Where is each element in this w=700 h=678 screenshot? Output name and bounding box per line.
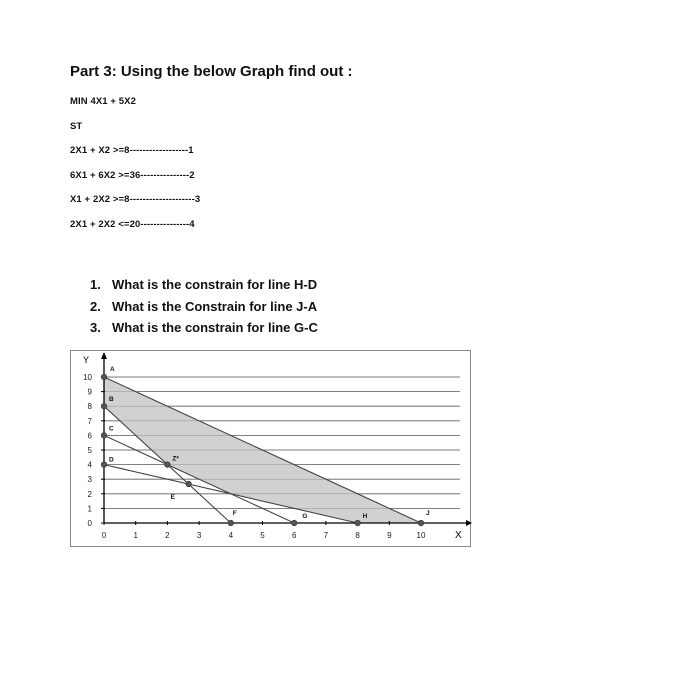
question-number: 3. bbox=[90, 320, 101, 335]
x-tick-label: 6 bbox=[291, 531, 297, 540]
page-title: Part 3: Using the below Graph find out : bbox=[70, 63, 353, 80]
y-axis-label: Y bbox=[83, 355, 90, 365]
question-item bbox=[90, 296, 318, 318]
point-h bbox=[355, 520, 361, 526]
point-d bbox=[101, 462, 107, 468]
point-label-j: J bbox=[426, 510, 430, 517]
x-tick-label: 8 bbox=[355, 531, 360, 540]
point-label-d: D bbox=[109, 456, 114, 464]
point-c bbox=[101, 433, 107, 439]
question-item bbox=[90, 317, 318, 339]
point-label-f: F bbox=[232, 510, 237, 517]
x-tick-label: 10 bbox=[416, 531, 426, 540]
lp-graph bbox=[70, 350, 474, 550]
y-tick-label: 8 bbox=[87, 402, 92, 412]
point-f bbox=[228, 520, 234, 526]
question-list bbox=[90, 274, 318, 339]
y-tick-label: 2 bbox=[87, 489, 92, 499]
point-b bbox=[101, 403, 107, 409]
y-tick-label: 10 bbox=[83, 373, 92, 382]
y-tick-label: 3 bbox=[87, 475, 92, 485]
point-label-h: H bbox=[362, 513, 368, 520]
point-j bbox=[418, 520, 424, 526]
question-number: 2. bbox=[90, 298, 101, 314]
y-tick-label: 4 bbox=[87, 460, 92, 470]
point-label-e: E bbox=[170, 494, 175, 502]
x-tick-label: 4 bbox=[228, 531, 234, 540]
y-tick-label: 0 bbox=[87, 519, 92, 528]
point-label-g: G bbox=[302, 513, 308, 520]
point-e bbox=[186, 481, 192, 487]
point-a bbox=[101, 374, 107, 380]
point-label-zstar: Z* bbox=[172, 455, 179, 463]
question-text: What is the Constrain for line J-A bbox=[112, 298, 318, 314]
objective-function: MIN 4X1 + 5X2 bbox=[70, 96, 136, 107]
x-tick-label: 5 bbox=[260, 531, 265, 540]
x-tick-label: 0 bbox=[101, 531, 107, 540]
constraint-4: 2X1 + 2X2 <=20---------------4 bbox=[70, 219, 195, 230]
constraint-1: 2X1 + X2 >=8------------------1 bbox=[70, 145, 194, 156]
point-label-c: C bbox=[109, 425, 114, 433]
question-text: What is the constrain for line H-D bbox=[112, 277, 318, 292]
subject-to-label: ST bbox=[70, 121, 83, 132]
constraint-2: 6X1 + 6X2 >=36---------------2 bbox=[70, 170, 195, 181]
y-tick-label: 7 bbox=[87, 416, 92, 426]
question-number: 1. bbox=[90, 277, 101, 292]
constraint-3: X1 + 2X2 >=8--------------------3 bbox=[70, 194, 201, 205]
y-tick-label: 6 bbox=[87, 431, 92, 441]
x-tick-label: 2 bbox=[165, 531, 170, 540]
chart-frame bbox=[71, 351, 471, 547]
x-axis-label: X bbox=[455, 530, 462, 541]
x-tick-label: 3 bbox=[196, 531, 202, 540]
question-text: What is the constrain for line G-C bbox=[112, 320, 318, 335]
point-label-b: B bbox=[109, 396, 114, 404]
y-tick-label: 1 bbox=[87, 504, 92, 514]
point-zstar bbox=[165, 462, 171, 468]
x-tick-label: 1 bbox=[133, 531, 138, 540]
x-tick-label: 9 bbox=[387, 531, 392, 540]
x-tick-label: 7 bbox=[323, 531, 329, 540]
question-item bbox=[90, 274, 318, 296]
y-tick-label: 5 bbox=[87, 446, 92, 455]
y-tick-label: 9 bbox=[87, 387, 92, 397]
point-label-a: A bbox=[110, 366, 115, 373]
point-g bbox=[291, 520, 297, 526]
